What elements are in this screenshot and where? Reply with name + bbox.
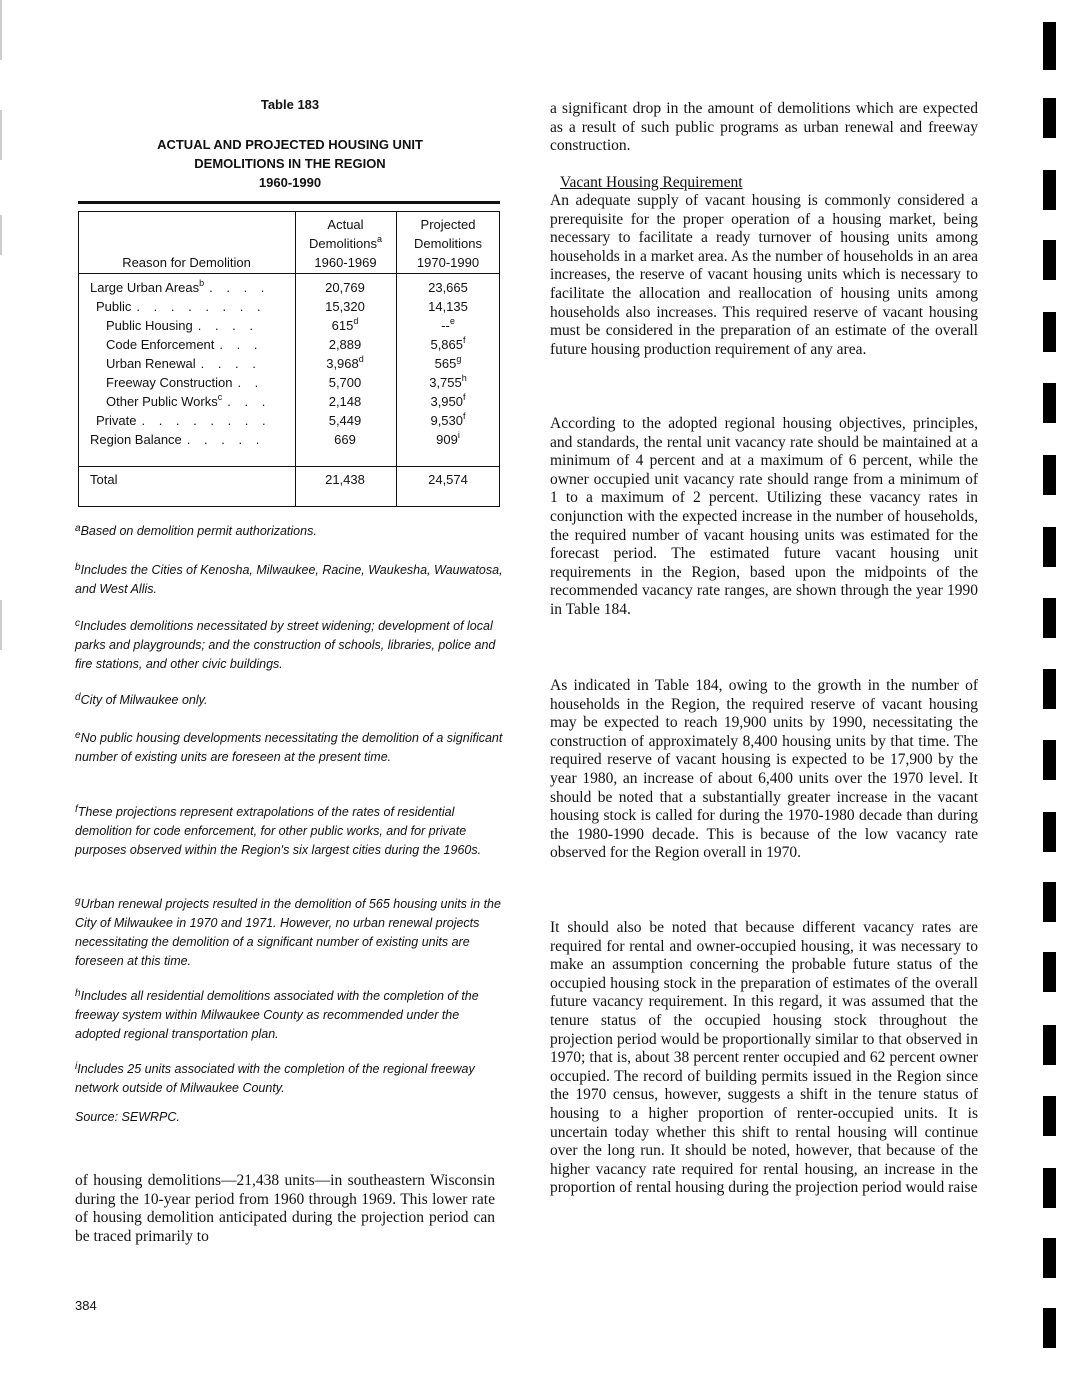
margin-mark	[1043, 1025, 1056, 1065]
table-row	[78, 356, 500, 375]
row-actual: 20,769	[325, 280, 365, 295]
table-top-rule	[78, 201, 500, 204]
row-label: Code Enforcement . . .	[106, 337, 263, 352]
scan-edge-mark	[0, 0, 2, 60]
margin-mark	[1043, 170, 1056, 210]
row-actual: 5,700	[328, 375, 362, 390]
source-note: Source: SEWRPC.	[75, 1110, 180, 1124]
margin-mark	[1043, 882, 1056, 922]
row-projected: 909$^i$	[436, 430, 460, 447]
margin-mark	[1043, 1238, 1056, 1278]
header-projected	[396, 215, 500, 272]
row-actual: 615$^d$	[331, 316, 359, 333]
header-actual-line: Actual	[327, 217, 364, 232]
total-actual: 21,438	[325, 472, 365, 487]
row-label: Private . . . . . . . .	[96, 413, 271, 428]
header-projected-line: Demolitions	[414, 236, 482, 251]
footnote: $^e$No public housing developments necessitating the demolition of a significant number of existing units are foreseen at the present time.	[75, 730, 503, 764]
body-paragraph-4: As indicated in Table 184, owing to the growth in the number of households in the Region, the required reserve of vacant housing may be expected to reach 19,900 units by 1990, necessitating the construction of approximately 8,400 housing units by that time. The required reserve of vacant housing is expected to be 17,900 by the year 1980, an increase of about 6,400 units over the 1970 level. It should be noted that a substantially greater increase in the vacant housing stock is called for during the 1970-1980 decade than during the 1980-1990 decade. This is because of the low vacancy rate observed for the Region overall in 1970.	[550, 677, 978, 862]
table-row-total	[78, 472, 500, 491]
row-projected: 23,665	[428, 280, 468, 295]
total-rule	[78, 466, 500, 467]
row-label: Other Public Works$^c$ . . .	[106, 392, 271, 409]
margin-mark	[1043, 812, 1056, 852]
footnote: $^g$Urban renewal projects resulted in the demolition of 565 housing units in the City of Milwaukee in 1970 and 1971. However, no urban renewal projects necessitating the demolition of a significant number of existing units are foreseen at this time.	[75, 896, 501, 968]
row-projected: --$^e$	[441, 316, 455, 333]
body-paragraph-5: It should also be noted that because different vacancy rates are required for rental and owner-occupied housing, it was necessary to make an assumption concerning the probable future status of the occupied housing stock in the preparation of estimates of the overall future vacancy requirement. In this regard, it was assumed that the tenure status of the occupied housing stock throughout the projection period would be proportionally similar to that observed in 1970; that is, about 38 percent renter occupied and 62 percent owner occupied. The record of building permits issued in the Region since the 1970 census, however, suggests a shift in the tenure status of housing to a higher proportion of renter-occupied units. It is uncertain today whether this shift to rental housing will continue over the long run. It should be noted, however, that because of the higher vacancy rate required for rental housing, an increase in the proportion of rental housing during the projection period would raise	[550, 919, 978, 1197]
margin-mark	[1043, 740, 1056, 780]
row-label: Large Urban Areas$^b$ . . . .	[90, 278, 270, 295]
scan-edge-mark	[0, 600, 2, 650]
header-projected-line: 1970-1990	[416, 255, 480, 270]
margin-mark	[1043, 1308, 1056, 1348]
margin-mark	[1043, 598, 1056, 638]
row-label: Freeway Construction . .	[106, 375, 264, 390]
row-actual: 3,968$^d$	[326, 354, 364, 371]
margin-mark	[1043, 240, 1056, 280]
row-label: Public . . . . . . . .	[96, 299, 266, 314]
margin-mark	[1043, 455, 1056, 495]
body-paragraph-2: An adequate supply of vacant housing is commonly considered a prerequisite for the proper operation of a housing market, being necessary to facilitate a ready turnover of housing units among households in a market area. As the number of households in an area increases, the reserve of vacant housing units which is necessary to facilitate the allocation and reallocation of housing units among households also increases. This required reserve of vacant housing must be considered in the preparation of an estimate of the overall future housing production requirement of any area.	[550, 192, 978, 358]
header-reason: Reason for Demolition	[122, 255, 251, 270]
margin-mark	[1043, 312, 1056, 352]
body-paragraph-3: According to the adopted regional housing objectives, principles, and standards, the rental unit vacancy rate should be maintained at a minimum of 4 percent and at a maximum of 6 percent, while the owner occupied unit vacancy rate should range from a minimum of 1 to a maximum of 2 percent. Utilizing these vacancy rates in conjunction with the expected increase in the number of households, the required number of vacant housing units was estimated for the forecast period. The estimated future vacant housing unit requirements in the Region, based upon the midpoints of the recommended vacancy rate ranges, are shown through the year 1990 in Table 184.	[550, 415, 978, 618]
table-row	[78, 280, 500, 299]
margin-mark	[1043, 669, 1056, 709]
margin-mark	[1043, 1096, 1056, 1136]
margin-mark	[1043, 22, 1056, 70]
footnote: $^h$Includes all residential demolitions associated with the completion of the freeway system within Milwaukee County as recommended under the adopted regional transportation plan.	[75, 988, 479, 1041]
row-projected: 5,865$^f$	[430, 335, 466, 352]
row-projected: 14,135	[428, 299, 468, 314]
scan-edge-mark	[0, 215, 2, 255]
footnote: $^a$Based on demolition permit authorizations.	[75, 523, 317, 538]
table-title-line: DEMOLITIONS IN THE REGION	[194, 156, 386, 171]
footnote: $^b$Includes the Cities of Kenosha, Milwaukee, Racine, Waukesha, Wauwatosa, and West Allis.	[75, 562, 503, 596]
row-label: Public Housing . . . .	[106, 318, 259, 333]
margin-mark	[1043, 527, 1056, 567]
table-title-line: 1960-1990	[258, 175, 322, 190]
row-label: Urban Renewal . . . .	[106, 356, 261, 371]
row-actual: 2,148	[328, 394, 362, 409]
table-row	[78, 375, 500, 394]
footnote: $^d$City of Milwaukee only.	[75, 692, 208, 707]
margin-mark	[1043, 952, 1056, 992]
row-label: Region Balance . . . . .	[90, 432, 265, 447]
margin-mark	[1043, 383, 1056, 423]
total-label: Total	[90, 472, 118, 487]
table-row	[78, 432, 500, 451]
footnote: $^f$These projections represent extrapolations of the rates of residential demolition for code enforcement, for other public works, and for private purposes observed within the Region's six largest cities during the 1960s.	[75, 804, 482, 857]
scan-edge-mark	[0, 110, 2, 160]
table-row	[78, 299, 500, 318]
row-projected: 9,530$^f$	[430, 411, 466, 428]
row-projected: 3,950$^f$	[430, 392, 466, 409]
header-actual-line: 1960-1969	[314, 255, 377, 270]
margin-mark	[1043, 1168, 1056, 1208]
body-paragraph-1: a significant drop in the amount of demolitions which are expected as a result of such public programs as urban renewal and freeway construction.	[550, 100, 978, 155]
row-actual: 15,320	[325, 299, 365, 314]
header-projected-line: Projected	[420, 217, 476, 232]
table-title	[75, 135, 505, 192]
section-heading: Vacant Housing Requirement	[560, 174, 743, 191]
row-actual: 5,449	[328, 413, 362, 428]
row-projected: 3,755$^h$	[429, 373, 467, 390]
row-actual: 2,889	[328, 337, 362, 352]
table-row	[78, 337, 500, 356]
header-actual-line: Demolitions$^a$	[309, 234, 382, 251]
page-number: 384	[75, 1298, 97, 1313]
total-projected: 24,574	[428, 472, 468, 487]
table-row	[78, 318, 500, 337]
table-title-line: ACTUAL AND PROJECTED HOUSING UNIT	[157, 137, 423, 152]
header-rule	[78, 273, 500, 274]
header-actual	[295, 215, 396, 272]
row-actual: 669	[334, 432, 356, 447]
left-body-paragraph: of housing demolitions—21,438 units—in southeastern Wisconsin during the 10-year period from 1960 through 1969. This lower rate of housing demolition anticipated during the projection period can be traced primarily to	[75, 1172, 495, 1245]
row-projected: 565$^g$	[434, 354, 462, 371]
table-row	[78, 413, 500, 432]
footnote: $^i$Includes 25 units associated with the completion of the regional freeway network outside of Milwaukee County.	[75, 1061, 475, 1095]
margin-mark	[1043, 98, 1056, 138]
footnote: $^c$Includes demolitions necessitated by street widening; development of local parks and playgrounds; and the construction of schools, libraries, police and fire stations, and other civic buildings.	[75, 618, 496, 671]
table-number: Table 183	[260, 97, 320, 112]
table-row	[78, 394, 500, 413]
